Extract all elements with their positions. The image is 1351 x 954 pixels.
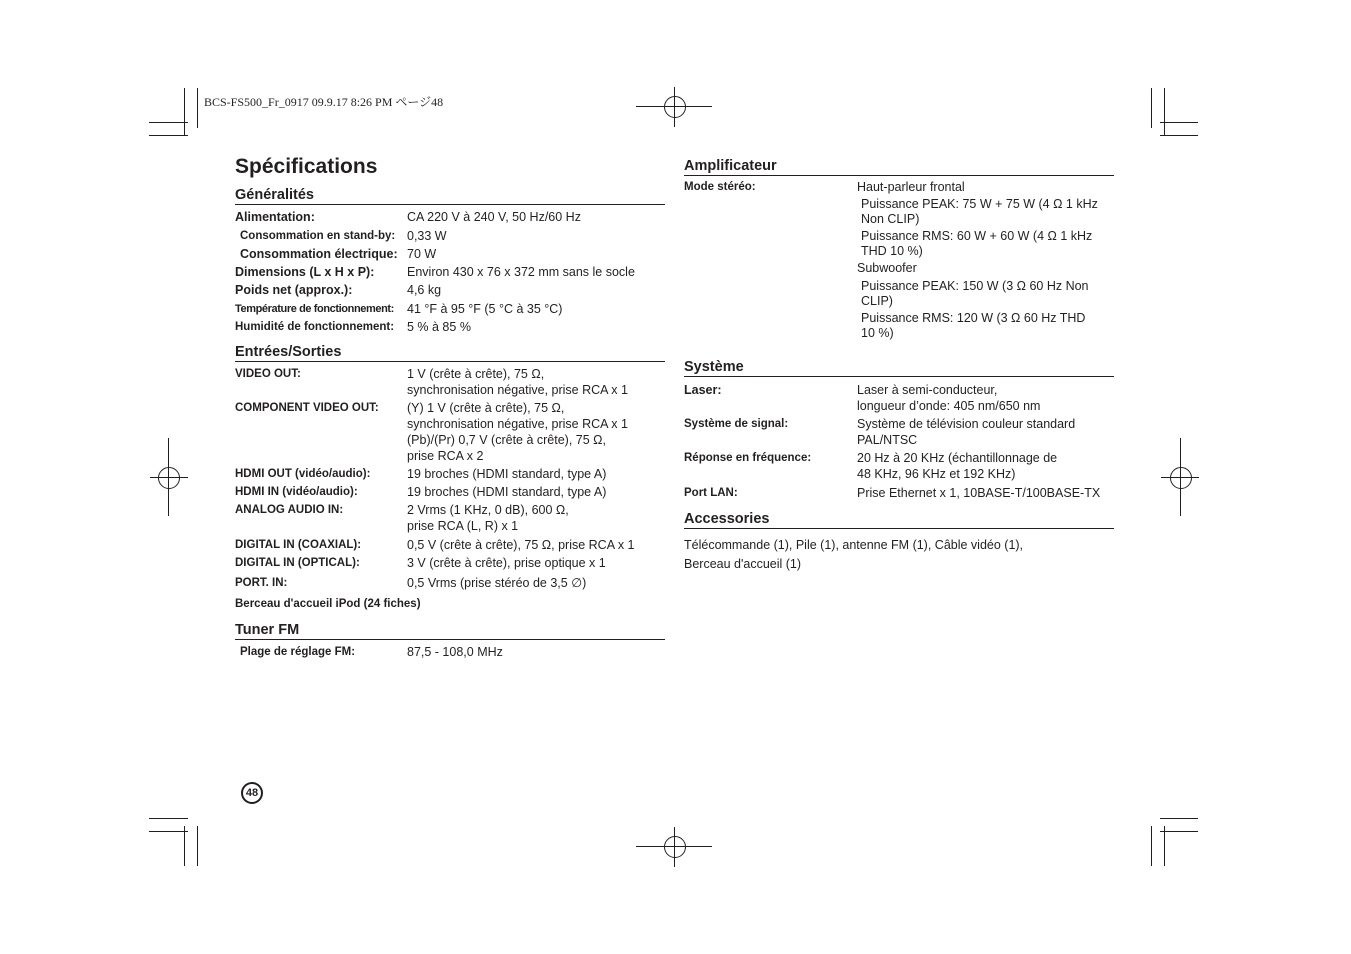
spec-label: HDMI OUT (vidéo/audio): — [235, 468, 371, 480]
spec-value: Haut-parleur frontal — [857, 180, 965, 194]
print-slug: BCS-FS500_Fr_0917 09.9.17 8:26 PM ページ48 — [204, 95, 444, 109]
spec-label: Température de fonctionnement: — [235, 303, 394, 315]
spec-label: Laser: — [684, 383, 722, 397]
spec-value: (Y) 1 V (crête à crête), 75 Ω, — [407, 401, 565, 415]
spec-value: Puissance RMS: 120 W (3 Ω 60 Hz THD — [861, 311, 1086, 325]
spec-label: Berceau d'accueil iPod (24 fiches) — [235, 598, 421, 610]
spec-value: 2 Vrms (1 KHz, 0 dB), 600 Ω, — [407, 503, 569, 517]
spec-label: COMPONENT VIDEO OUT: — [235, 402, 379, 414]
spec-value: 0,33 W — [407, 229, 447, 243]
spec-label: DIGITAL IN (OPTICAL): — [235, 557, 360, 569]
spec-value: Système de télévision couleur standard — [857, 417, 1076, 431]
spec-label: Consommation en stand-by: — [240, 230, 396, 242]
spec-value: Non CLIP) — [861, 212, 920, 226]
spec-label: Système de signal: — [684, 418, 789, 430]
spec-value: 0,5 Vrms (prise stéréo de 3,5 ∅) — [407, 576, 587, 590]
spec-value: 0,5 V (crête à crête), 75 Ω, prise RCA x 1 — [407, 538, 635, 552]
spec-value: Subwoofer — [857, 261, 917, 275]
page-number-badge — [241, 782, 263, 804]
spec-value: prise RCA x 2 — [407, 449, 484, 463]
spec-label: Alimentation: — [235, 210, 315, 224]
spec-value: 3 V (crête à crête), prise optique x 1 — [407, 556, 606, 570]
spec-value: 19 broches (HDMI standard, type A) — [407, 467, 607, 481]
spec-value: THD 10 %) — [861, 244, 923, 258]
spec-value: 20 Hz à 20 KHz (échantillonnage de — [857, 451, 1058, 465]
spec-label: Plage de réglage FM: — [240, 646, 356, 658]
spec-label: Port LAN: — [684, 487, 738, 499]
spec-value: synchronisation négative, prise RCA x 1 — [407, 417, 628, 431]
spec-label: DIGITAL IN (COAXIAL): — [235, 539, 362, 551]
spec-label: Mode stéréo: — [684, 181, 756, 193]
spec-value: prise RCA (L, R) x 1 — [407, 519, 519, 533]
spec-label: ANALOG AUDIO IN: — [235, 504, 344, 516]
spec-label: Réponse en fréquence: — [684, 452, 812, 464]
section-heading-tuner-fm: Tuner FM — [235, 622, 665, 640]
spec-value: Puissance PEAK: 150 W (3 Ω 60 Hz Non — [861, 279, 1089, 293]
spec-value: Puissance PEAK: 75 W + 75 W (4 Ω 1 kHz — [861, 197, 1098, 211]
spec-label: PORT. IN: — [235, 577, 288, 589]
spec-label: Dimensions (L x H x P): — [235, 265, 375, 279]
spec-label: Humidité de fonctionnement: — [235, 321, 395, 333]
spec-value: Laser à semi-conducteur, — [857, 383, 998, 397]
spec-value: synchronisation négative, prise RCA x 1 — [407, 383, 628, 397]
section-heading-accessories: Accessories — [684, 511, 1114, 529]
section-heading-amplificateur: Amplificateur — [684, 158, 1114, 176]
spec-value: 10 %) — [861, 326, 894, 340]
spec-value: 48 KHz, 96 KHz et 192 KHz) — [857, 467, 1016, 481]
spec-value: (Pb)/(Pr) 0,7 V (crête à crête), 75 Ω, — [407, 433, 606, 447]
spec-value: 5 % à 85 % — [407, 320, 471, 334]
accessories-line: Télécommande (1), Pile (1), antenne FM (1), Câble vidéo (1), — [684, 538, 1024, 552]
spec-value: 41 °F à 95 °F (5 °C à 35 °C) — [407, 302, 563, 316]
spec-label: Consommation électrique: — [240, 247, 398, 261]
spec-value: CLIP) — [861, 294, 893, 308]
spec-value: 4,6 kg — [407, 283, 442, 297]
spec-label: Poids net (approx.): — [235, 283, 353, 297]
spec-value: 1 V (crête à crête), 75 Ω, — [407, 367, 545, 381]
section-heading-generalites: Généralités — [235, 187, 665, 205]
spec-value: Prise Ethernet x 1, 10BASE-T/100BASE-TX — [857, 486, 1101, 500]
spec-value: 70 W — [407, 247, 437, 261]
spec-value: Environ 430 x 76 x 372 mm sans le socle — [407, 265, 635, 279]
spec-label: HDMI IN (vidéo/audio): — [235, 486, 358, 498]
spec-value: CA 220 V à 240 V, 50 Hz/60 Hz — [407, 210, 581, 224]
spec-value: 19 broches (HDMI standard, type A) — [407, 485, 607, 499]
page-number: 48 — [243, 784, 261, 802]
page-title: Spécifications — [235, 155, 378, 178]
section-heading-systeme: Système — [684, 359, 1114, 377]
spec-row — [684, 179, 1114, 349]
accessories-line: Berceau d'accueil (1) — [684, 557, 802, 571]
section-heading-entrees-sorties: Entrées/Sorties — [235, 344, 665, 362]
spec-label: VIDEO OUT: — [235, 368, 301, 380]
spec-value: PAL/NTSC — [857, 433, 918, 447]
spec-value: 87,5 - 108,0 MHz — [407, 645, 503, 659]
spec-value: longueur d’onde: 405 nm/650 nm — [857, 399, 1041, 413]
spec-value: Puissance RMS: 60 W + 60 W (4 Ω 1 kHz — [861, 229, 1093, 243]
